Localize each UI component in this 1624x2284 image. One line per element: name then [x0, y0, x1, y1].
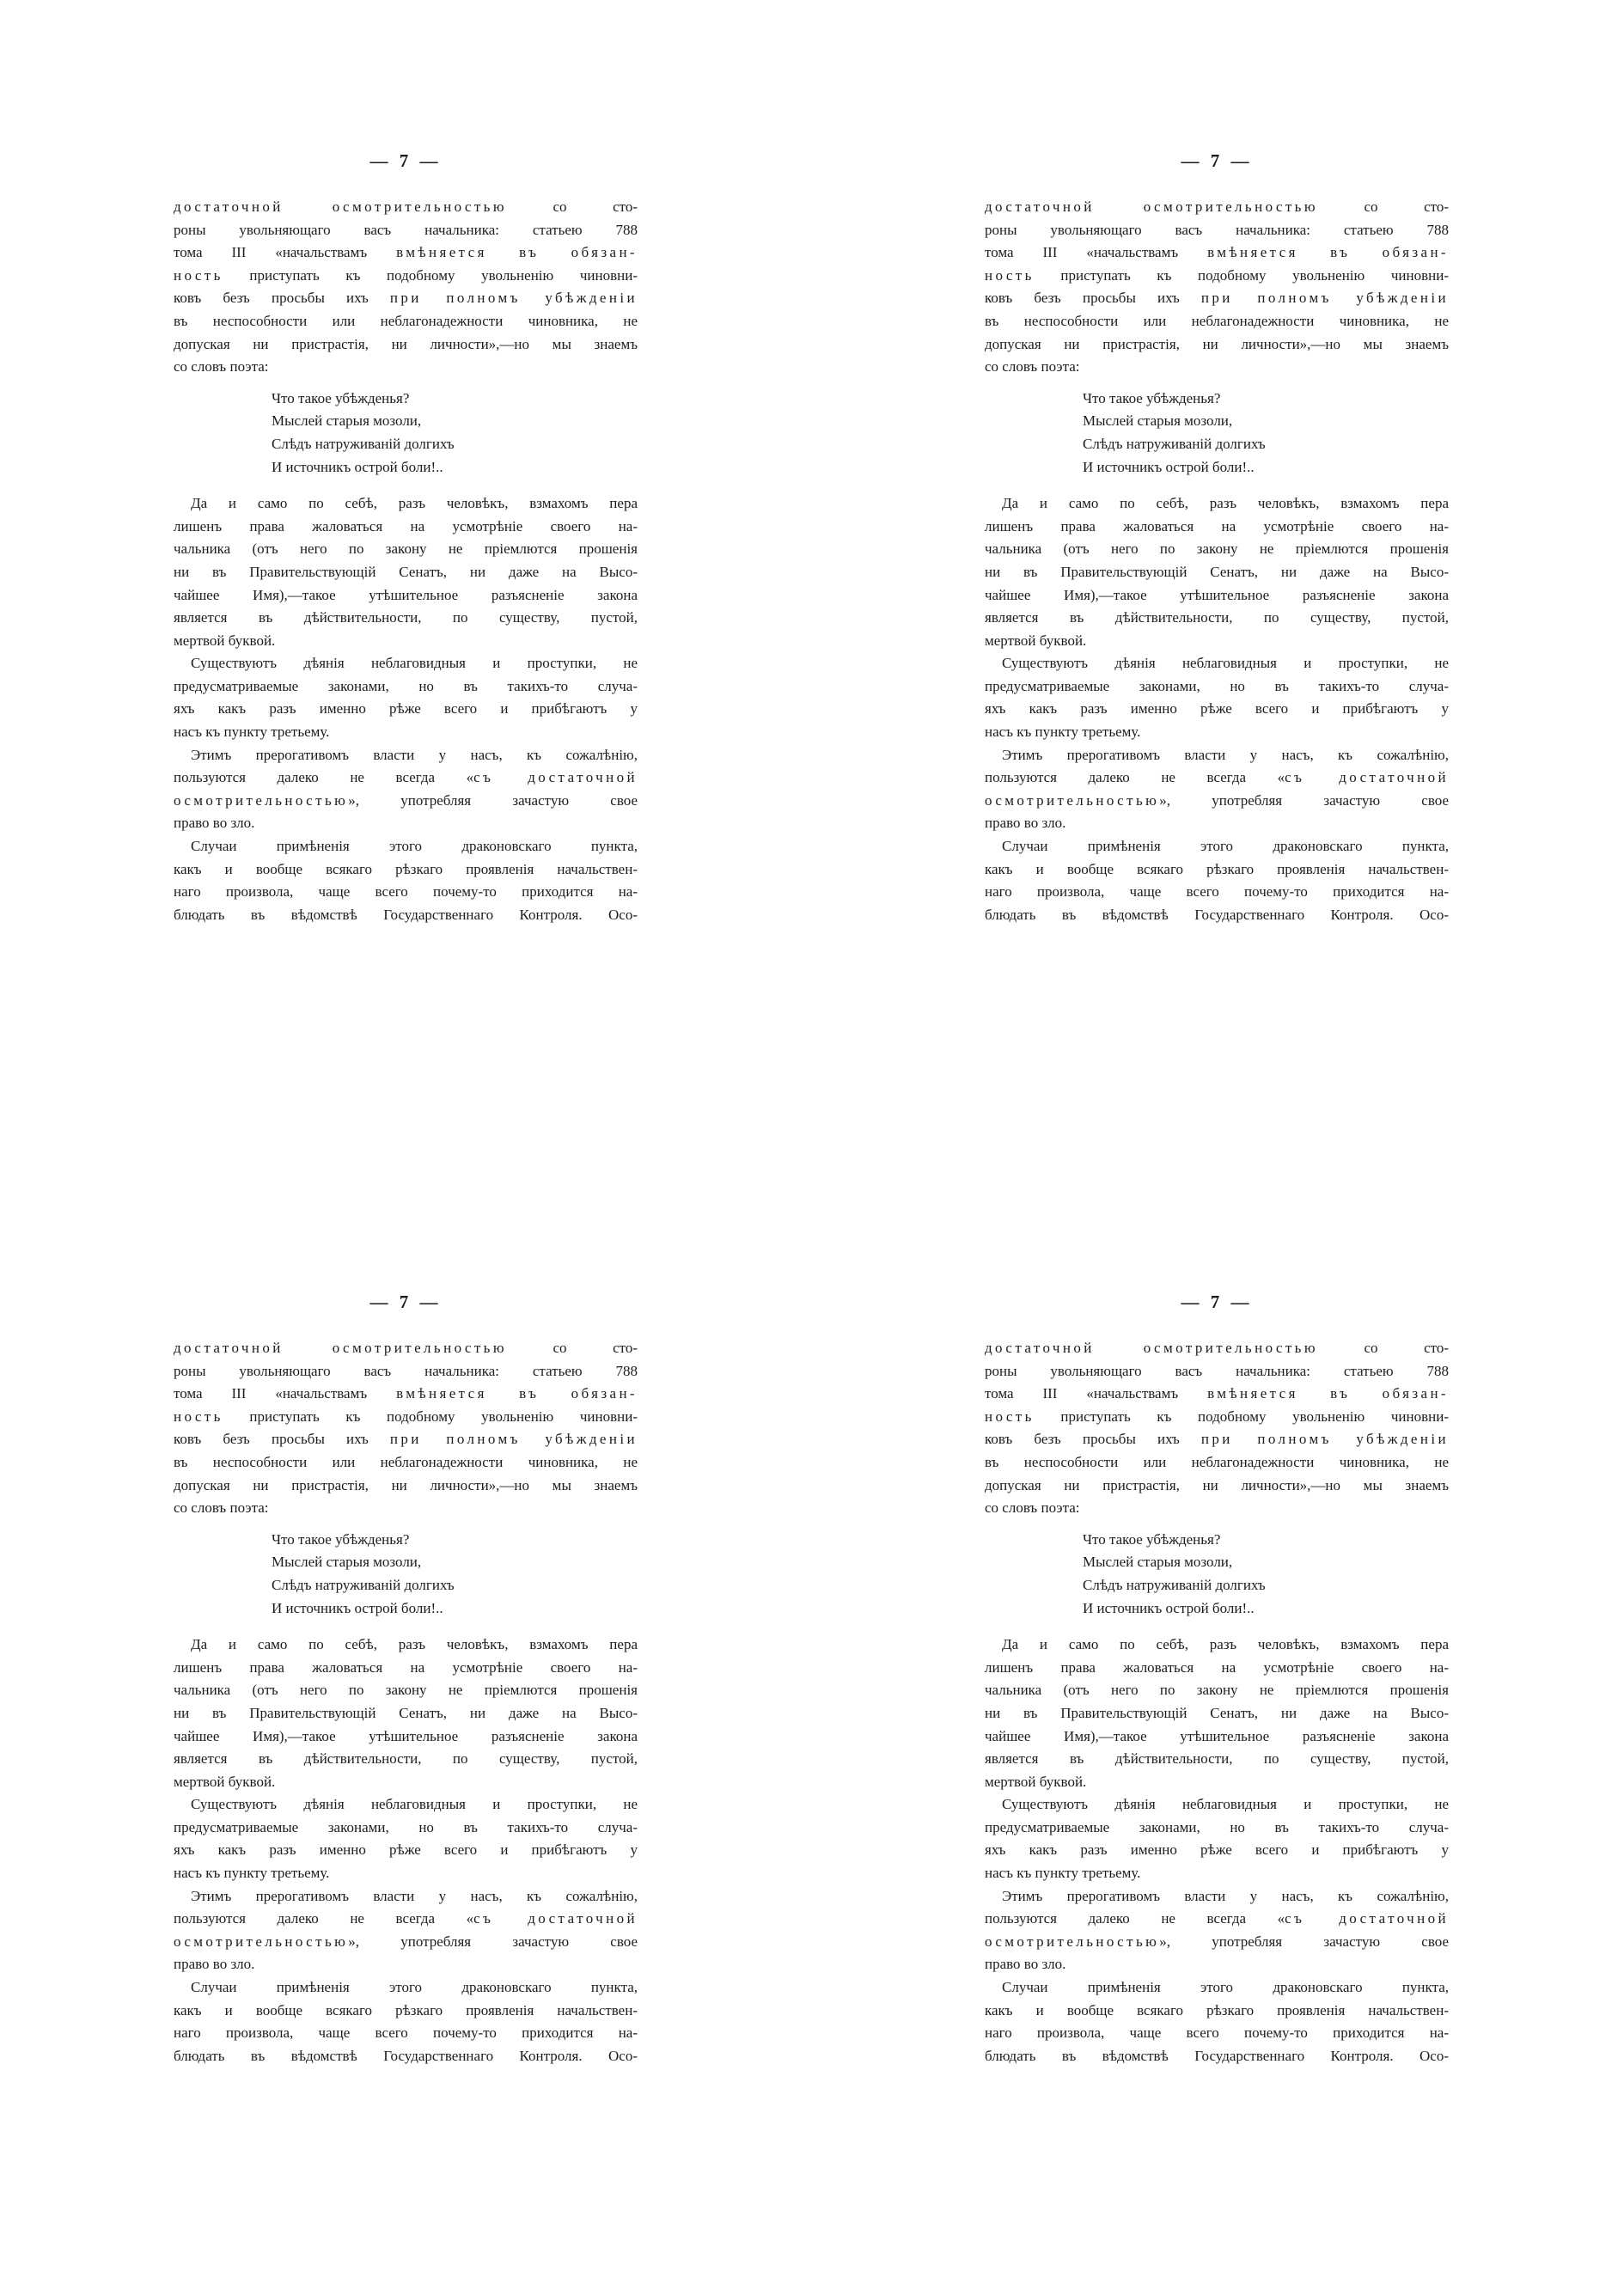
text-line — [985, 1839, 1449, 1862]
text-run: яхъ какъ разъ именно рѣже всего и прибѣгаютъ у — [174, 1841, 638, 1859]
text-line — [174, 1976, 638, 2000]
text-line — [985, 1475, 1449, 1498]
page-copy-top-left — [174, 148, 638, 926]
text-run: со словъ поэта: — [985, 358, 1080, 376]
text-run: чайшее Имя),—такое утѣшительное разъясненіе закона — [174, 586, 638, 603]
text-line — [174, 1406, 638, 1429]
text-run: блюдать въ вѣдомствѣ Государственнаго Контроля. Осо- — [174, 906, 638, 923]
page-copy-bottom-left — [174, 1289, 638, 2067]
poem-line: Что такое убѣжденья? — [1083, 1530, 1221, 1548]
text-line — [174, 310, 638, 333]
text-run: ковъ безъ просьбы ихъ — [985, 290, 1201, 307]
paragraph1 — [174, 196, 638, 379]
spaced-emphasis: осмотрительностью — [174, 1933, 349, 1950]
text-run: ковъ безъ просьбы ихъ — [174, 1431, 390, 1448]
text-line — [985, 1725, 1449, 1749]
text-line — [985, 241, 1449, 265]
spaced-emphasis: при полномъ убѣжденіи — [389, 290, 638, 307]
text-line — [174, 584, 638, 608]
paragraph4 — [174, 1885, 638, 1976]
text-run: насъ къ пункту третьему. — [174, 1865, 330, 1882]
text-line — [174, 1497, 638, 1520]
text-line — [985, 1908, 1449, 1931]
text-run: лишенъ права жаловаться на усмотрѣніе своего на- — [985, 1658, 1449, 1676]
text-run: Да и само по себѣ, разъ человѣкъ, взмахомъ пера — [191, 1636, 638, 1653]
text-line — [985, 1383, 1449, 1406]
text-line — [985, 835, 1449, 858]
spaced-emphasis: достаточной осмотрительностью — [174, 198, 507, 215]
text-run: Этимъ прерогативомъ власти у насъ, къ сожалѣнію, — [1002, 746, 1449, 763]
paragraph2 — [985, 1634, 1449, 1793]
paragraph1 — [985, 1337, 1449, 1520]
text-run: является въ дѣйствительности, по существу, пустой, — [985, 1750, 1449, 1768]
text-line — [174, 1771, 638, 1794]
text-line — [174, 1839, 638, 1862]
poem-line: Что такое убѣжденья? — [272, 389, 410, 406]
text-run: наго произвола, чаще всего почему-то приходится на- — [174, 2024, 638, 2042]
text-run: ковъ безъ просьбы ихъ — [174, 290, 390, 307]
text-run: мертвой буквой. — [985, 632, 1087, 649]
text-run: чайшее Имя),—такое утѣшительное разъясненіе закона — [985, 1727, 1449, 1744]
text-run: », употребляя зачастую свое — [348, 1933, 638, 1950]
poem-line: Мыслей старыя мозоли, — [272, 412, 422, 430]
spaced-emphasis: ность — [985, 1408, 1035, 1425]
text-line — [174, 333, 638, 357]
page-copy-bottom-right — [985, 1289, 1449, 2067]
text-run: предусматриваемые законами, но въ такихъ-то случа- — [174, 1818, 638, 1835]
spaced-emphasis: съ достаточной — [1285, 1910, 1449, 1927]
text-run: Случаи примѣненія этого драконовскаго пункта, — [1002, 838, 1449, 855]
text-run: приступать къ подобному увольненію чиновни- — [1034, 266, 1449, 284]
text-run: со словъ поэта: — [174, 1499, 269, 1517]
text-run: какъ и вообще всякаго рѣзкаго проявленія начальствен- — [174, 2001, 638, 2018]
spaced-emphasis: съ достаточной — [473, 769, 638, 786]
page-number: — 7 — — [369, 150, 442, 171]
text-line — [174, 1475, 638, 1498]
text-line — [985, 1360, 1449, 1383]
page-copy-top-right — [985, 148, 1449, 926]
text-run: въ неспособности или неблагонадежности чиновника, не — [174, 312, 638, 329]
text-line — [174, 1657, 638, 1680]
text-line — [985, 287, 1449, 310]
text-run: какъ и вообще всякаго рѣзкаго проявленія начальствен- — [985, 860, 1449, 877]
text-run: является въ дѣйствительности, по существу, пустой, — [985, 609, 1449, 626]
text-line — [985, 1634, 1449, 1657]
text-run: предусматриваемые законами, но въ такихъ-то случа- — [985, 1818, 1449, 1835]
text-line — [985, 881, 1449, 904]
text-run: наго произвола, чаще всего почему-то приходится на- — [174, 883, 638, 901]
text-run: Существуютъ дѣянія неблаговидныя и проступки, не — [1002, 1796, 1449, 1813]
text-line — [174, 219, 638, 242]
text-run: приступать къ подобному увольненію чиновни- — [223, 266, 638, 284]
paragraph4 — [174, 744, 638, 835]
text-line — [174, 1337, 638, 1360]
text-run: какъ и вообще всякаго рѣзкаго проявленія начальствен- — [985, 2001, 1449, 2018]
text-run: лишенъ права жаловаться на усмотрѣніе своего на- — [174, 517, 638, 534]
paragraph3 — [174, 1793, 638, 1884]
paragraph1 — [985, 196, 1449, 379]
page-number: — 7 — — [1181, 150, 1253, 171]
text-line — [985, 1657, 1449, 1680]
text-line — [985, 356, 1449, 379]
text-line — [985, 1931, 1449, 1954]
text-run: Случаи примѣненія этого драконовскаго пункта, — [1002, 1979, 1449, 1996]
text-run: блюдать въ вѣдомствѣ Государственнаго Контроля. Осо- — [174, 2047, 638, 2064]
text-line — [174, 1428, 638, 1451]
text-line — [985, 333, 1449, 357]
poem-line: Слѣдъ натруживаній долгихъ — [272, 435, 455, 452]
text-run: пользуются далеко не всегда « — [174, 769, 474, 786]
poem-line: Слѣдъ натруживаній долгихъ — [1083, 435, 1266, 452]
text-line — [174, 904, 638, 927]
text-line — [985, 744, 1449, 767]
text-run: яхъ какъ разъ именно рѣже всего и прибѣгаютъ у — [174, 700, 638, 718]
text-line — [985, 812, 1449, 835]
text-line — [174, 1908, 638, 1931]
text-line — [985, 219, 1449, 242]
paragraph4 — [985, 744, 1449, 835]
text-line — [985, 858, 1449, 882]
text-line — [985, 1702, 1449, 1725]
text-run: мертвой буквой. — [174, 1773, 276, 1790]
text-run: наго произвола, чаще всего почему-то приходится на- — [985, 2024, 1449, 2042]
text-run: чальника (отъ него по закону не пріемлются прошенія — [174, 540, 638, 558]
text-line — [174, 812, 638, 835]
spaced-emphasis: ность — [174, 266, 223, 284]
text-line — [174, 1931, 638, 1954]
text-line — [985, 196, 1449, 219]
text-line — [174, 538, 638, 561]
text-line — [174, 1634, 638, 1657]
text-run: со сто- — [506, 1340, 638, 1356]
text-line — [985, 561, 1449, 584]
text-line — [985, 1428, 1449, 1451]
text-line — [174, 1383, 638, 1406]
poem-quote — [985, 388, 1449, 479]
text-run: Да и само по себѣ, разъ человѣкъ, взмахомъ пера — [1002, 495, 1449, 512]
paragraph3 — [985, 1793, 1449, 1884]
text-run: допуская ни пристрастія, ни личности»,—но мы знаемъ — [174, 335, 638, 352]
text-run: наго произвола, чаще всего почему-то приходится на- — [985, 883, 1449, 901]
text-run: роны увольняющаго васъ начальника: статьею 788 — [174, 221, 638, 238]
text-run: Да и само по себѣ, разъ человѣкъ, взмахомъ пера — [191, 495, 638, 512]
text-run: въ неспособности или неблагонадежности чиновника, не — [985, 312, 1449, 329]
text-line — [985, 1976, 1449, 2000]
paragraph3 — [985, 652, 1449, 743]
text-line — [985, 1771, 1449, 1794]
text-run: Существуютъ дѣянія неблаговидныя и проступки, не — [191, 655, 638, 672]
text-line — [985, 675, 1449, 699]
text-run: роны увольняющаго васъ начальника: статьею 788 — [985, 221, 1449, 238]
page-number: — 7 — — [1181, 1292, 1253, 1312]
text-run: ковъ безъ просьбы ихъ — [985, 1431, 1201, 1448]
text-run: тома III «начальствамъ — [174, 244, 397, 261]
text-run: предусматриваемые законами, но въ такихъ-то случа- — [174, 677, 638, 694]
poem-line: Слѣдъ натруживаній долгихъ — [1083, 1576, 1266, 1593]
spaced-emphasis: ность — [985, 266, 1035, 284]
text-line — [174, 698, 638, 721]
text-run: яхъ какъ разъ именно рѣже всего и прибѣгаютъ у — [985, 700, 1449, 718]
text-run: въ неспособности или неблагонадежности чиновника, не — [174, 1453, 638, 1470]
text-line — [985, 1679, 1449, 1702]
text-line — [174, 196, 638, 219]
text-run: Существуютъ дѣянія неблаговидныя и проступки, не — [191, 1796, 638, 1813]
text-run: приступать къ подобному увольненію чиновни- — [1034, 1408, 1449, 1425]
text-run: », употребляя зачастую свое — [348, 791, 638, 809]
text-line — [985, 721, 1449, 744]
text-run: со словъ поэта: — [174, 358, 269, 376]
text-run: тома III «начальствамъ — [985, 1385, 1208, 1402]
poem-quote — [985, 1529, 1449, 1620]
text-run: блюдать въ вѣдомствѣ Государственнаго Контроля. Осо- — [985, 2047, 1449, 2064]
text-run: насъ къ пункту третьему. — [985, 724, 1141, 741]
text-run: право во зло. — [174, 1956, 255, 1973]
text-line — [174, 675, 638, 699]
text-line — [174, 516, 638, 539]
poem-line: Что такое убѣжденья? — [272, 1530, 410, 1548]
text-run: тома III «начальствамъ — [174, 1385, 397, 1402]
text-run: мертвой буквой. — [985, 1773, 1087, 1790]
text-line — [985, 584, 1449, 608]
spaced-emphasis: ность — [174, 1408, 223, 1425]
text-run: роны увольняющаго васъ начальника: статьею 788 — [174, 1362, 638, 1379]
text-run: насъ къ пункту третьему. — [174, 724, 330, 741]
paragraph4 — [985, 1885, 1449, 1976]
text-line — [174, 2022, 638, 2045]
text-run: со сто- — [506, 198, 638, 215]
text-line — [985, 652, 1449, 675]
text-run: Этимъ прерогативомъ власти у насъ, къ сожалѣнію, — [191, 746, 638, 763]
text-run: допуская ни пристрастія, ни личности»,—но мы знаемъ — [985, 1476, 1449, 1493]
text-line — [985, 1953, 1449, 1976]
text-run: какъ и вообще всякаго рѣзкаго проявленія начальствен- — [174, 860, 638, 877]
text-run: Да и само по себѣ, разъ человѣкъ, взмахомъ пера — [1002, 1636, 1449, 1653]
text-line — [985, 2045, 1449, 2068]
spaced-emphasis: достаточной осмотрительностью — [985, 198, 1318, 215]
text-line — [174, 835, 638, 858]
spaced-emphasis: вмѣняется въ обязан- — [396, 1385, 638, 1402]
text-run: ни въ Правительствующій Сенатъ, ни даже на Высо- — [174, 1704, 638, 1721]
text-run: со сто- — [1317, 198, 1449, 215]
text-run: тома III «начальствамъ — [985, 244, 1208, 261]
text-line — [174, 881, 638, 904]
text-run: лишенъ права жаловаться на усмотрѣніе своего на- — [174, 1658, 638, 1676]
text-line — [985, 790, 1449, 813]
text-line — [985, 1451, 1449, 1475]
paragraph1 — [174, 1337, 638, 1520]
text-line — [985, 265, 1449, 288]
text-line — [174, 766, 638, 790]
text-run: право во зло. — [985, 815, 1066, 832]
text-line — [174, 287, 638, 310]
text-line — [985, 516, 1449, 539]
text-line — [174, 1862, 638, 1885]
text-run: чайшее Имя),—такое утѣшительное разъясненіе закона — [985, 586, 1449, 603]
text-run: пользуются далеко не всегда « — [985, 769, 1285, 786]
text-run: является въ дѣйствительности, по существу, пустой, — [174, 609, 638, 626]
poem-line: И источникъ острой боли!.. — [272, 458, 443, 475]
text-line — [174, 241, 638, 265]
text-line — [985, 1885, 1449, 1908]
paragraph5 — [985, 1976, 1449, 2067]
text-line — [174, 265, 638, 288]
paragraph2 — [174, 1634, 638, 1793]
text-run: чальника (отъ него по закону не пріемлются прошенія — [985, 540, 1449, 558]
text-line — [985, 630, 1449, 653]
text-run: Существуютъ дѣянія неблаговидныя и проступки, не — [1002, 655, 1449, 672]
text-line — [174, 858, 638, 882]
text-line — [985, 2000, 1449, 2023]
text-line — [174, 1793, 638, 1817]
spaced-emphasis: вмѣняется въ обязан- — [396, 244, 638, 261]
text-run: въ неспособности или неблагонадежности чиновника, не — [985, 1453, 1449, 1470]
text-run: со словъ поэта: — [985, 1499, 1080, 1517]
text-run: мертвой буквой. — [174, 632, 276, 649]
poem-line: Мыслей старыя мозоли, — [272, 1554, 422, 1571]
text-run: ни въ Правительствующій Сенатъ, ни даже на Высо- — [985, 563, 1449, 580]
text-line — [174, 2000, 638, 2023]
text-line — [174, 1702, 638, 1725]
poem-line: Мыслей старыя мозоли, — [1083, 412, 1233, 430]
spaced-emphasis: при полномъ убѣжденіи — [389, 1431, 638, 1448]
text-line — [174, 1953, 638, 1976]
text-line — [174, 1885, 638, 1908]
spaced-emphasis: при полномъ убѣжденіи — [1200, 1431, 1449, 1448]
text-line — [174, 721, 638, 744]
spaced-emphasis: при полномъ убѣжденіи — [1200, 290, 1449, 307]
text-line — [985, 1406, 1449, 1429]
text-run: допуская ни пристрастія, ни личности»,—но мы знаемъ — [174, 1476, 638, 1493]
text-line — [174, 744, 638, 767]
text-line — [985, 1817, 1449, 1840]
text-run: пользуются далеко не всегда « — [985, 1910, 1285, 1927]
text-line — [174, 492, 638, 516]
page-number: — 7 — — [369, 1292, 442, 1312]
text-run: насъ къ пункту третьему. — [985, 1865, 1141, 1882]
text-line — [174, 2045, 638, 2068]
text-run: Случаи примѣненія этого драконовскаго пункта, — [191, 1979, 638, 1996]
text-line — [985, 904, 1449, 927]
poem-line: Слѣдъ натруживаній долгихъ — [272, 1576, 455, 1593]
text-line — [985, 310, 1449, 333]
text-line — [174, 356, 638, 379]
paragraph5 — [174, 835, 638, 926]
text-line — [174, 1360, 638, 1383]
paragraph3 — [174, 652, 638, 743]
text-run: ни въ Правительствующій Сенатъ, ни даже на Высо- — [174, 563, 638, 580]
text-run: чайшее Имя),—такое утѣшительное разъясненіе закона — [174, 1727, 638, 1744]
text-run: блюдать въ вѣдомствѣ Государственнаго Контроля. Осо- — [985, 906, 1449, 923]
paragraph2 — [985, 492, 1449, 652]
text-run: лишенъ права жаловаться на усмотрѣніе своего на- — [985, 517, 1449, 534]
paragraph2 — [174, 492, 638, 652]
paragraph5 — [174, 1976, 638, 2067]
text-line — [985, 766, 1449, 790]
text-line — [985, 1793, 1449, 1817]
text-run: приступать къ подобному увольненію чиновни- — [223, 1408, 638, 1425]
spaced-emphasis: съ достаточной — [1285, 769, 1449, 786]
text-run: ни въ Правительствующій Сенатъ, ни даже на Высо- — [985, 1704, 1449, 1721]
text-line — [985, 1337, 1449, 1360]
text-line — [174, 1451, 638, 1475]
spaced-emphasis: осмотрительностью — [985, 1933, 1160, 1950]
text-run: предусматриваемые законами, но въ такихъ-то случа- — [985, 677, 1449, 694]
spaced-emphasis: вмѣняется въ обязан- — [1207, 244, 1449, 261]
text-run: право во зло. — [985, 1956, 1066, 1973]
text-line — [174, 1748, 638, 1771]
text-run: чальника (отъ него по закону не пріемлются прошенія — [174, 1682, 638, 1699]
text-run: со сто- — [1317, 1340, 1449, 1356]
text-line — [985, 538, 1449, 561]
text-line — [174, 1679, 638, 1702]
text-line — [174, 652, 638, 675]
text-run: », употребляя зачастую свое — [1159, 1933, 1449, 1950]
text-run: Этимъ прерогативомъ власти у насъ, къ сожалѣнію, — [191, 1887, 638, 1904]
text-line — [174, 790, 638, 813]
poem-line: И источникъ острой боли!.. — [272, 1599, 443, 1616]
poem-line: Что такое убѣжденья? — [1083, 389, 1221, 406]
spaced-emphasis: достаточной осмотрительностью — [985, 1340, 1318, 1356]
spaced-emphasis: вмѣняется въ обязан- — [1207, 1385, 1449, 1402]
text-line — [985, 607, 1449, 630]
text-line — [985, 1748, 1449, 1771]
text-run: чальника (отъ него по закону не пріемлются прошенія — [985, 1682, 1449, 1699]
text-run: право во зло. — [174, 815, 255, 832]
text-line — [174, 630, 638, 653]
text-run: », употребляя зачастую свое — [1159, 791, 1449, 809]
poem-line: Мыслей старыя мозоли, — [1083, 1554, 1233, 1571]
text-run: допуская ни пристрастія, ни личности»,—но мы знаемъ — [985, 335, 1449, 352]
text-line — [174, 1725, 638, 1749]
poem-line: И источникъ острой боли!.. — [1083, 458, 1255, 475]
text-run: пользуются далеко не всегда « — [174, 1910, 474, 1927]
text-run: Этимъ прерогативомъ власти у насъ, къ сожалѣнію, — [1002, 1887, 1449, 1904]
text-line — [174, 561, 638, 584]
spaced-emphasis: съ достаточной — [473, 1910, 638, 1927]
text-line — [174, 607, 638, 630]
text-run: является въ дѣйствительности, по существу, пустой, — [174, 1750, 638, 1768]
text-run: Случаи примѣненія этого драконовскаго пункта, — [191, 838, 638, 855]
text-line — [985, 1862, 1449, 1885]
text-run: роны увольняющаго васъ начальника: статьею 788 — [985, 1362, 1449, 1379]
spaced-emphasis: достаточной осмотрительностью — [174, 1340, 507, 1356]
spaced-emphasis: осмотрительностью — [985, 791, 1160, 809]
text-run: яхъ какъ разъ именно рѣже всего и прибѣгаютъ у — [985, 1841, 1449, 1859]
text-line — [174, 1817, 638, 1840]
text-line — [985, 698, 1449, 721]
poem-quote — [174, 1529, 638, 1620]
text-line — [985, 2022, 1449, 2045]
poem-line: И источникъ острой боли!.. — [1083, 1599, 1255, 1616]
paragraph5 — [985, 835, 1449, 926]
poem-quote — [174, 388, 638, 479]
spaced-emphasis: осмотрительностью — [174, 791, 349, 809]
text-line — [985, 492, 1449, 516]
text-line — [985, 1497, 1449, 1520]
